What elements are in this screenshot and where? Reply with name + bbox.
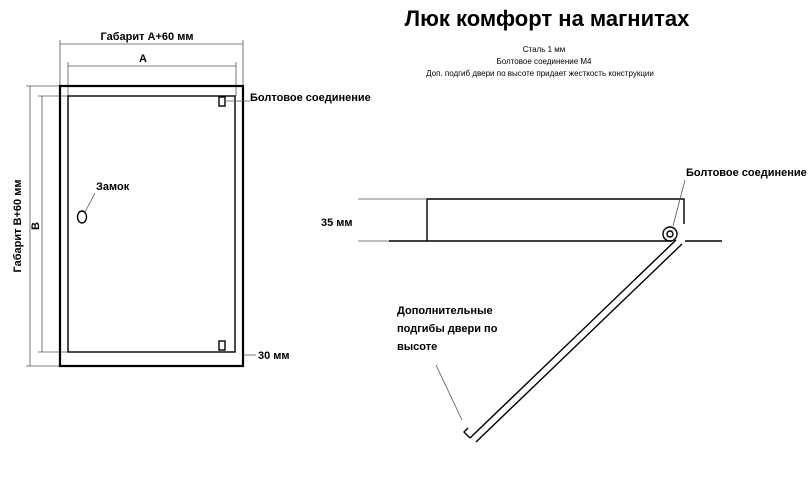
frame-profile	[427, 199, 684, 241]
lock-leader	[85, 193, 95, 212]
width-overall-label: Габарит А+60 мм	[100, 31, 194, 43]
spec-bolt: Болтовое соединение М4	[496, 57, 592, 66]
lock-icon	[78, 211, 87, 223]
bolt-marker-top	[219, 97, 225, 106]
door-bend-tip	[464, 428, 470, 438]
height-overall-label: Габарит В+60 мм	[12, 179, 24, 273]
side-view	[321, 167, 807, 442]
bolt-label: Болтовое соединение	[250, 92, 371, 104]
lock-label: Замок	[96, 181, 130, 193]
bolt-hinge-outer	[663, 227, 677, 241]
frame-width-label: 30 мм	[258, 350, 290, 362]
page-title: Люк комфорт на магнитах	[404, 6, 690, 31]
bend-label-line-1: Дополнительные	[397, 305, 493, 317]
open-door-outer-edge	[476, 244, 682, 442]
width-label: А	[139, 53, 147, 65]
height-label: В	[30, 222, 42, 230]
side-bolt-leader	[673, 180, 685, 226]
bend-leader	[436, 365, 462, 420]
spec-material: Сталь 1 мм	[522, 45, 566, 54]
bend-label-line-3: высоте	[397, 341, 438, 353]
bolt-marker-bottom	[219, 341, 225, 350]
depth-label: 35 мм	[321, 217, 353, 229]
front-view	[12, 31, 371, 366]
hatch-outer-frame	[60, 86, 243, 366]
side-bolt-label: Болтовое соединение	[686, 167, 807, 179]
bend-label-line-2: подгибы двери по	[397, 323, 498, 335]
hatch-door-panel	[68, 96, 235, 352]
open-door-inner-edge	[470, 240, 676, 438]
bolt-hinge-inner	[667, 231, 673, 237]
spec-bend: Доп. подгиб двери по высоте придает жесткость конструкции	[426, 69, 654, 78]
